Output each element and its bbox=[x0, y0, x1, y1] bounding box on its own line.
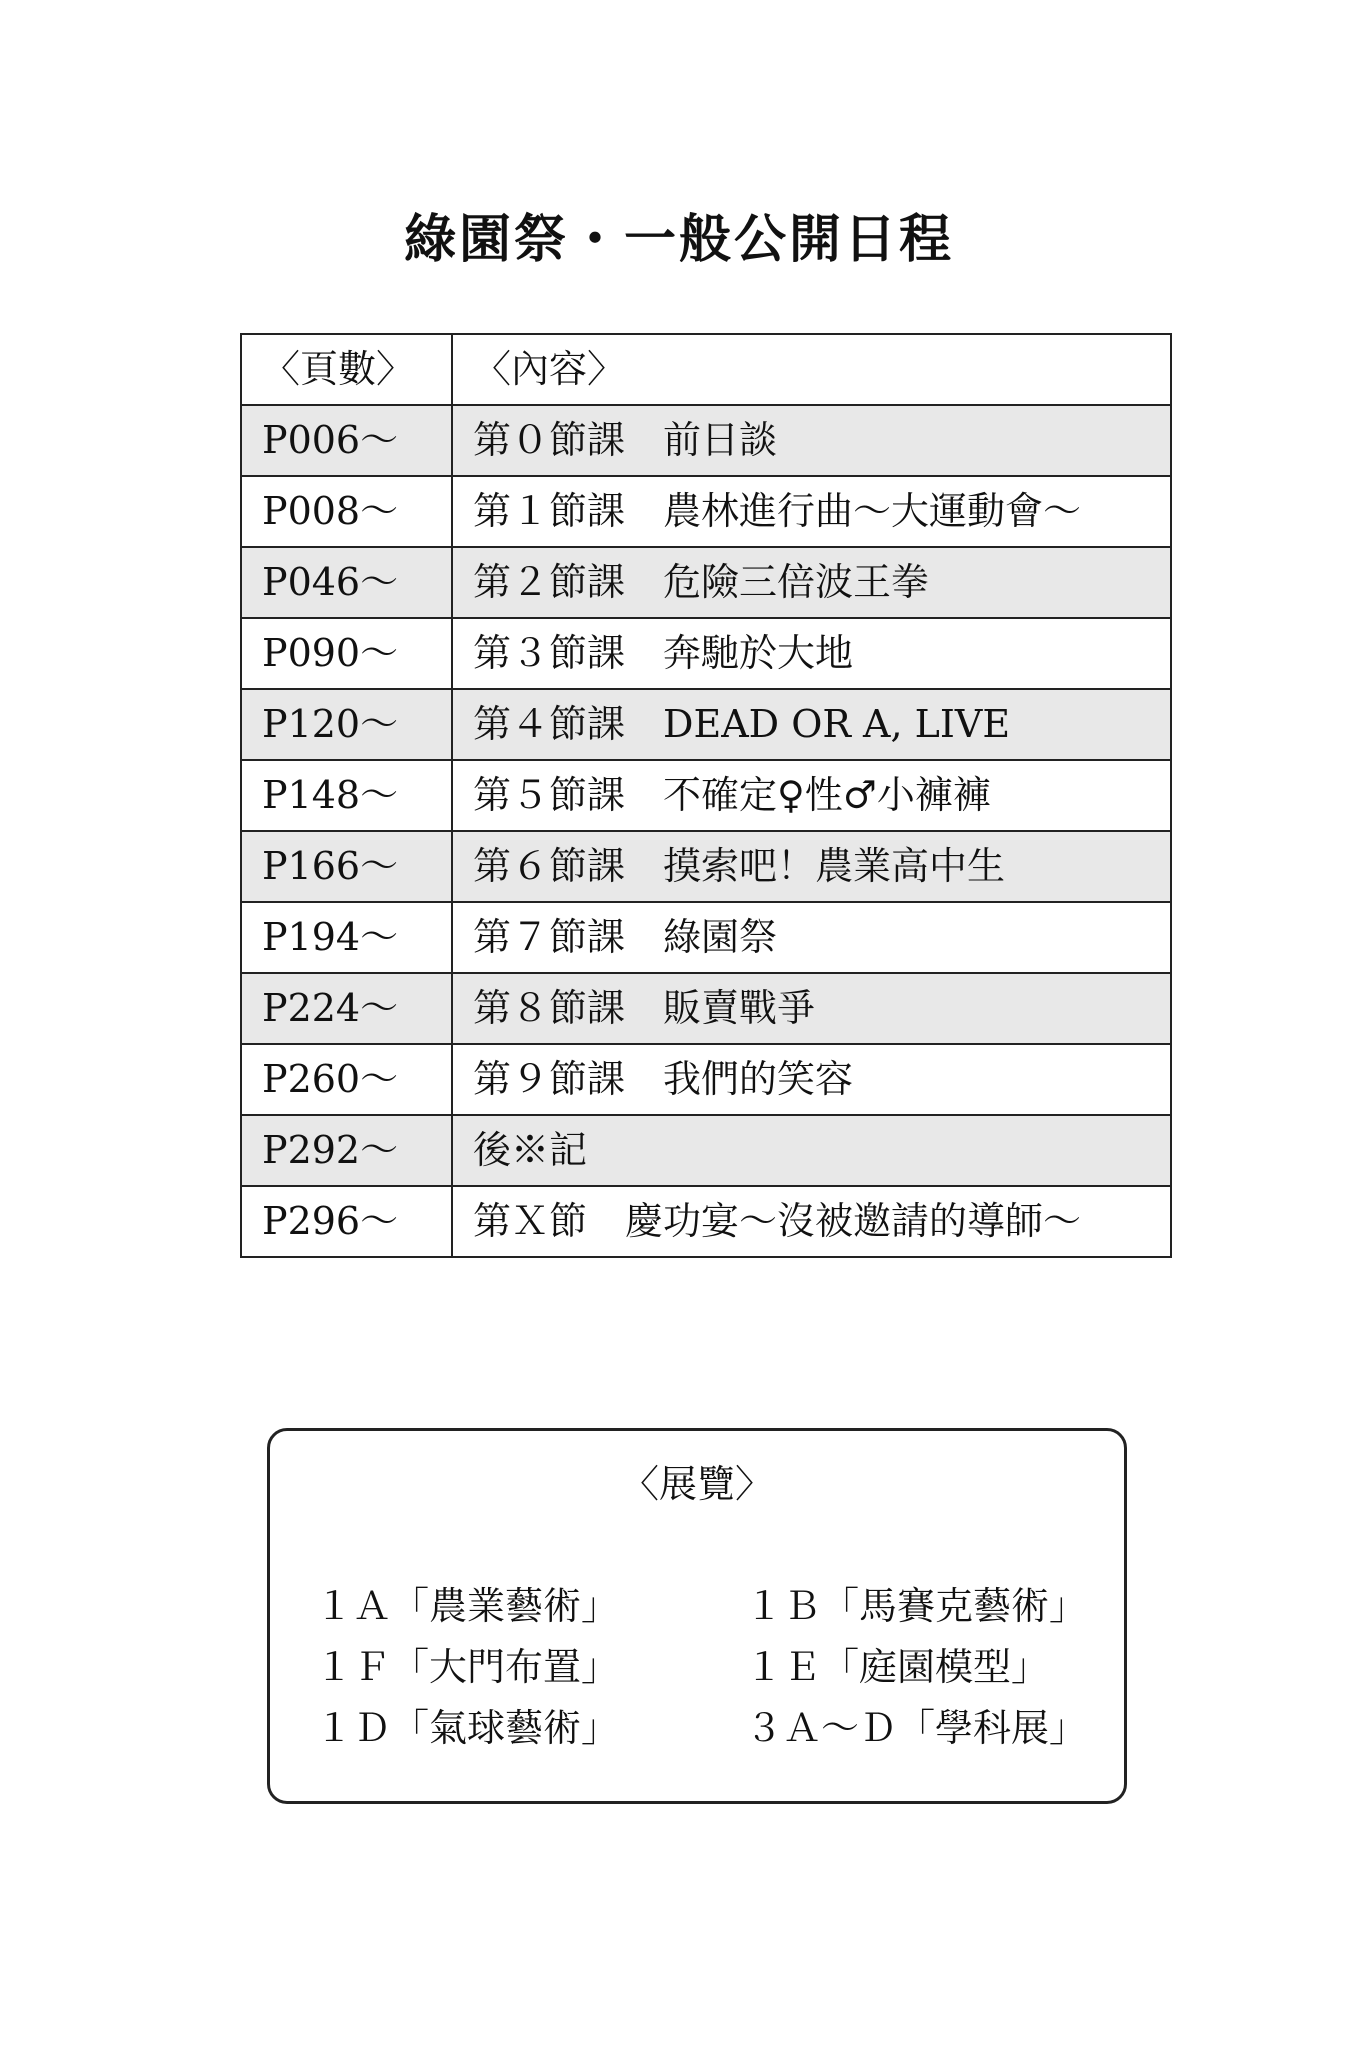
content-cell bbox=[452, 1186, 1171, 1257]
page-number: P008～ bbox=[241, 476, 452, 547]
exhibit-item: １Ａ「農業藝術」 bbox=[315, 1584, 620, 1628]
toc-header-row bbox=[241, 334, 1171, 405]
content-cell bbox=[452, 476, 1171, 547]
content-cell bbox=[452, 1115, 1171, 1186]
chapter-title: 奔馳於大地 bbox=[663, 631, 854, 675]
content-cell bbox=[452, 547, 1171, 618]
table-row bbox=[241, 618, 1171, 689]
content-cell bbox=[452, 1044, 1171, 1115]
chapter-title: 摸索吧！農業高中生 bbox=[663, 844, 1006, 888]
chapter-title: 我們的笑容 bbox=[663, 1057, 854, 1101]
table-row bbox=[241, 689, 1171, 760]
header-content-label: 〈內容〉 bbox=[452, 334, 1171, 405]
chapter-label: 第５節課 bbox=[473, 773, 626, 817]
page-number: P166～ bbox=[241, 831, 452, 902]
chapter-label: 第３節課 bbox=[473, 631, 626, 675]
exhibit-item: １Ｆ「大門布置」 bbox=[315, 1645, 620, 1689]
chapter-label: 第６節課 bbox=[473, 844, 626, 888]
page-number: P120～ bbox=[241, 689, 452, 760]
chapter-title: DEAD OR A, LIVE bbox=[663, 702, 1011, 746]
chapter-label: 第０節課 bbox=[473, 418, 626, 462]
content-cell bbox=[452, 902, 1171, 973]
exhibit-item: １Ｅ「庭園模型」 bbox=[745, 1645, 1050, 1689]
content-cell bbox=[452, 973, 1171, 1044]
table-row bbox=[241, 405, 1171, 476]
table-row bbox=[241, 973, 1171, 1044]
chapter-title: 慶功宴～沒被邀請的導師～ bbox=[625, 1199, 1082, 1243]
exhibition-heading: 〈展覽〉 bbox=[620, 1462, 773, 1506]
page-number: P148～ bbox=[241, 760, 452, 831]
header-page-label: 〈頁數〉 bbox=[241, 334, 452, 405]
exhibit-item: ３Ａ～Ｄ「學科展」 bbox=[745, 1706, 1088, 1750]
chapter-label: 後※記 bbox=[473, 1128, 588, 1172]
table-of-contents bbox=[240, 333, 1172, 1258]
table-row bbox=[241, 476, 1171, 547]
chapter-title: 販賣戰爭 bbox=[663, 986, 816, 1030]
chapter-label: 第Ｘ節 bbox=[473, 1199, 588, 1243]
chapter-title: 綠園祭 bbox=[663, 915, 778, 959]
page-number: P090～ bbox=[241, 618, 452, 689]
chapter-title: 危險三倍波王拳 bbox=[663, 560, 930, 604]
page-number: P224～ bbox=[241, 973, 452, 1044]
table-row bbox=[241, 1115, 1171, 1186]
content-cell bbox=[452, 760, 1171, 831]
page-number: P194～ bbox=[241, 902, 452, 973]
page-number: P292～ bbox=[241, 1115, 452, 1186]
content-cell bbox=[452, 405, 1171, 476]
exhibit-item: １Ｂ「馬賽克藝術」 bbox=[745, 1584, 1088, 1628]
chapter-label: 第９節課 bbox=[473, 1057, 626, 1101]
table-row bbox=[241, 831, 1171, 902]
page-number: P006～ bbox=[241, 405, 452, 476]
content-cell bbox=[452, 618, 1171, 689]
exhibit-item: １Ｄ「氣球藝術」 bbox=[315, 1706, 620, 1750]
exhibition-box bbox=[267, 1428, 1127, 1804]
chapter-label: 第１節課 bbox=[473, 489, 626, 533]
table-row bbox=[241, 1186, 1171, 1257]
page-number: P296～ bbox=[241, 1186, 452, 1257]
table-row bbox=[241, 760, 1171, 831]
table-row bbox=[241, 1044, 1171, 1115]
chapter-label: 第２節課 bbox=[473, 560, 626, 604]
chapter-label: 第８節課 bbox=[473, 986, 626, 1030]
page-number: P046～ bbox=[241, 547, 452, 618]
chapter-title: 前日談 bbox=[663, 418, 778, 462]
chapter-title: 不確定♀性♂小褲褲 bbox=[663, 773, 991, 817]
table-row bbox=[241, 902, 1171, 973]
content-cell bbox=[452, 689, 1171, 760]
chapter-title: 農林進行曲～大運動會～ bbox=[663, 489, 1082, 533]
table-row bbox=[241, 547, 1171, 618]
chapter-label: 第４節課 bbox=[473, 702, 626, 746]
page-title: 綠園祭・一般公開日程 bbox=[403, 209, 954, 270]
content-cell bbox=[452, 831, 1171, 902]
chapter-label: 第７節課 bbox=[473, 915, 626, 959]
page-number: P260～ bbox=[241, 1044, 452, 1115]
